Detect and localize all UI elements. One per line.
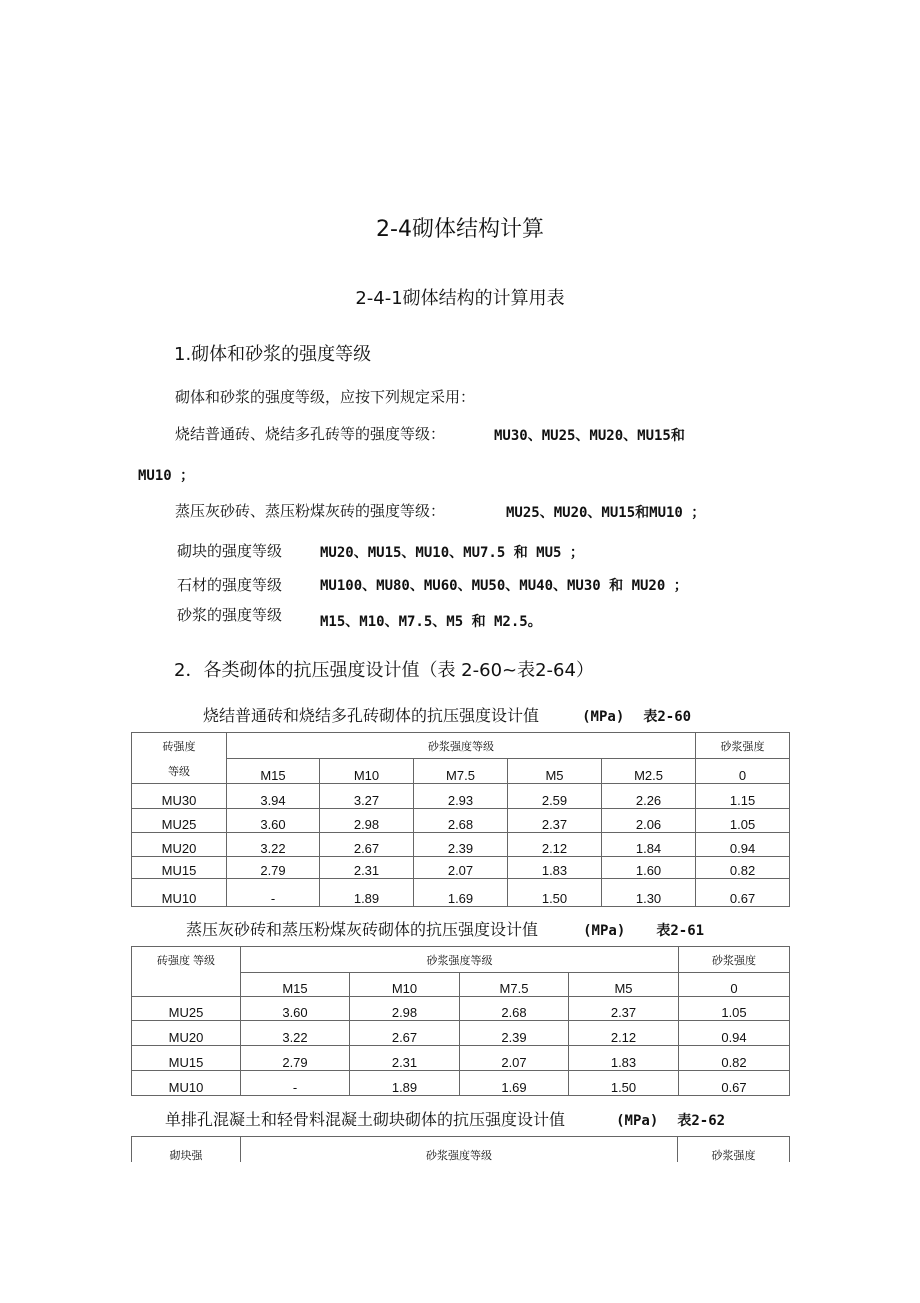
table-cell: 1.50 xyxy=(508,879,602,907)
table-cell: MU20 xyxy=(132,1021,241,1046)
table61-caption xyxy=(186,917,704,940)
table-cell: 2.31 xyxy=(350,1046,460,1071)
table-cell: 1.15 xyxy=(696,784,790,809)
clay-brick-text: 烧结普通砖、烧结多孔砖等的强度等级： xyxy=(175,425,446,443)
table-cell: 2.39 xyxy=(414,833,508,857)
table61-col-header: 0 xyxy=(679,973,790,997)
table-cell: 2.98 xyxy=(350,997,460,1021)
stone-grade-text: 石材的强度等级 xyxy=(177,576,283,594)
table-row xyxy=(132,997,790,1021)
page-title: 2-4砌体结构计算 xyxy=(376,217,544,242)
table-cell: 2.07 xyxy=(414,857,508,879)
table-cell: 0.67 xyxy=(696,879,790,907)
table60-caption xyxy=(203,703,691,726)
table60-last-header: 砂浆强度 xyxy=(696,733,790,759)
table-cell: 1.83 xyxy=(508,857,602,879)
table-cell: 2.67 xyxy=(350,1021,460,1046)
table61-corner-header: 砖强度 等级 xyxy=(132,947,241,997)
table-row xyxy=(132,784,790,809)
table-cell: 1.50 xyxy=(569,1071,679,1096)
table-cell: 3.22 xyxy=(241,1021,350,1046)
table-cell: 3.60 xyxy=(241,997,350,1021)
table61-last-header: 砂浆强度 xyxy=(679,947,790,973)
table60-col-header: M7.5 xyxy=(414,759,508,784)
block-grade-text: 砌块的强度等级 xyxy=(177,542,283,560)
table-2-60 xyxy=(131,732,790,907)
block-grade-values: MU20、MU15、MU10、MU7.5 和 MU5 ； xyxy=(320,545,584,561)
table-cell: 2.12 xyxy=(508,833,602,857)
table-cell: MU20 xyxy=(132,833,227,857)
lime-sand-brick-grades: MU25、MU20、MU15和MU10 ； xyxy=(506,505,706,521)
table-cell: MU10 xyxy=(132,879,227,907)
table60-unit: (MPa) xyxy=(582,709,625,725)
table-cell: 0.82 xyxy=(679,1046,790,1071)
table61-group-header: 砂浆强度等级 xyxy=(241,947,679,973)
table62-group-header: 砂浆强度等级 xyxy=(241,1137,678,1177)
table60-caption-text: 烧结普通砖和烧结多孔砖砌体的抗压强度设计值 xyxy=(203,706,540,725)
table-cell: 1.05 xyxy=(679,997,790,1021)
mortar-grade-text: 砂浆的强度等级 xyxy=(177,606,283,624)
table-row xyxy=(132,879,790,907)
table-cell: 1.30 xyxy=(602,879,696,907)
table-cell: 0.94 xyxy=(679,1021,790,1046)
table61-label: 表2-61 xyxy=(656,923,705,939)
table-cell: 1.84 xyxy=(602,833,696,857)
table61-col-header: M15 xyxy=(241,973,350,997)
table-cell: MU15 xyxy=(132,1046,241,1071)
table60-corner-line2: 等级 xyxy=(168,766,190,778)
table-cell: 2.59 xyxy=(508,784,602,809)
section2-heading: 2．各类砌体的抗压强度设计值（表 2-60~表2-64） xyxy=(174,660,594,681)
table-cell: 2.26 xyxy=(602,784,696,809)
section-subtitle: 2-4-1砌体结构的计算用表 xyxy=(355,288,565,309)
table-2-61 xyxy=(131,946,790,1096)
table-cell: 2.37 xyxy=(508,809,602,833)
table62-unit: (MPa) xyxy=(616,1113,659,1129)
table-cell: 1.69 xyxy=(414,879,508,907)
table-cell: 0.82 xyxy=(696,857,790,879)
table62-caption-text: 单排孔混凝土和轻骨料混凝土砌块砌体的抗压强度设计值 xyxy=(165,1110,566,1129)
table-cell: - xyxy=(227,879,320,907)
table-cell: 2.07 xyxy=(460,1046,569,1071)
table60-corner-header xyxy=(132,733,227,784)
table-cell: MU25 xyxy=(132,997,241,1021)
table-cell: 3.22 xyxy=(227,833,320,857)
clay-brick-grades: MU30、MU25、MU20、MU15和 xyxy=(494,428,685,444)
table60-col-header: M10 xyxy=(320,759,414,784)
table-cell: 3.60 xyxy=(227,809,320,833)
table-row xyxy=(132,857,790,879)
table-cell: 1.83 xyxy=(569,1046,679,1071)
table-row xyxy=(132,1046,790,1071)
table-cell: 1.60 xyxy=(602,857,696,879)
table-cell: 0.67 xyxy=(679,1071,790,1096)
table-cell: 2.79 xyxy=(227,857,320,879)
table-cell: 2.68 xyxy=(414,809,508,833)
section1-heading: 1.砌体和砂浆的强度等级 xyxy=(174,344,372,365)
table62-last-header: 砂浆强度 xyxy=(678,1137,790,1177)
table-cell: 2.67 xyxy=(320,833,414,857)
table-row xyxy=(132,809,790,833)
stone-grade-values: MU100、MU80、MU60、MU50、MU40、MU30 和 MU20 ； xyxy=(320,578,688,594)
table-cell: MU10 xyxy=(132,1071,241,1096)
table61-col-header: M7.5 xyxy=(460,973,569,997)
table-cell: MU15 xyxy=(132,857,227,879)
table61-caption-text: 蒸压灰砂砖和蒸压粉煤灰砖砌体的抗压强度设计值 xyxy=(186,920,539,939)
table61-unit: (MPa) xyxy=(583,923,626,939)
table60-corner-line1: 砖强度 xyxy=(162,741,196,753)
table-cell: - xyxy=(241,1071,350,1096)
table-cell: 2.37 xyxy=(569,997,679,1021)
table-cell: 1.69 xyxy=(460,1071,569,1096)
table-row xyxy=(132,1071,790,1096)
table62-label: 表2-62 xyxy=(677,1113,726,1129)
table61-col-header: M10 xyxy=(350,973,460,997)
mortar-grade-values: M15、M10、M7.5、M5 和 M2.5。 xyxy=(320,614,542,630)
table-row xyxy=(132,833,790,857)
table61-col-header: M5 xyxy=(569,973,679,997)
table-cell: 2.31 xyxy=(320,857,414,879)
table60-col-header: M15 xyxy=(227,759,320,784)
table-cell: MU30 xyxy=(132,784,227,809)
table62-caption xyxy=(165,1107,725,1130)
table-cell: 2.12 xyxy=(569,1021,679,1046)
table60-col-header: M2.5 xyxy=(602,759,696,784)
table-cell: MU25 xyxy=(132,809,227,833)
table-cell: 0.94 xyxy=(696,833,790,857)
table-cell: 2.79 xyxy=(241,1046,350,1071)
table-cell: 1.89 xyxy=(350,1071,460,1096)
table60-group-header: 砂浆强度等级 xyxy=(227,733,696,759)
table-cell: 2.98 xyxy=(320,809,414,833)
page-bottom-mask xyxy=(0,1162,920,1303)
table-cell: 1.89 xyxy=(320,879,414,907)
table60-label: 表2-60 xyxy=(643,709,692,725)
table-cell: 3.94 xyxy=(227,784,320,809)
table60-col-header: 0 xyxy=(696,759,790,784)
table-cell: 3.27 xyxy=(320,784,414,809)
table-row xyxy=(132,1021,790,1046)
table-cell: 2.93 xyxy=(414,784,508,809)
table-cell: 2.68 xyxy=(460,997,569,1021)
table60-col-header: M5 xyxy=(508,759,602,784)
table-cell: 2.06 xyxy=(602,809,696,833)
table-cell: 1.05 xyxy=(696,809,790,833)
section1-intro: 砌体和砂浆的强度等级，应按下列规定采用： xyxy=(175,388,476,406)
table62-corner-header: 砌块强 xyxy=(132,1137,241,1177)
clay-brick-grades-cont: MU10 ； xyxy=(138,468,195,484)
lime-sand-brick-text: 蒸压灰砂砖、蒸压粉煤灰砖的强度等级： xyxy=(175,502,446,520)
table-cell: 2.39 xyxy=(460,1021,569,1046)
